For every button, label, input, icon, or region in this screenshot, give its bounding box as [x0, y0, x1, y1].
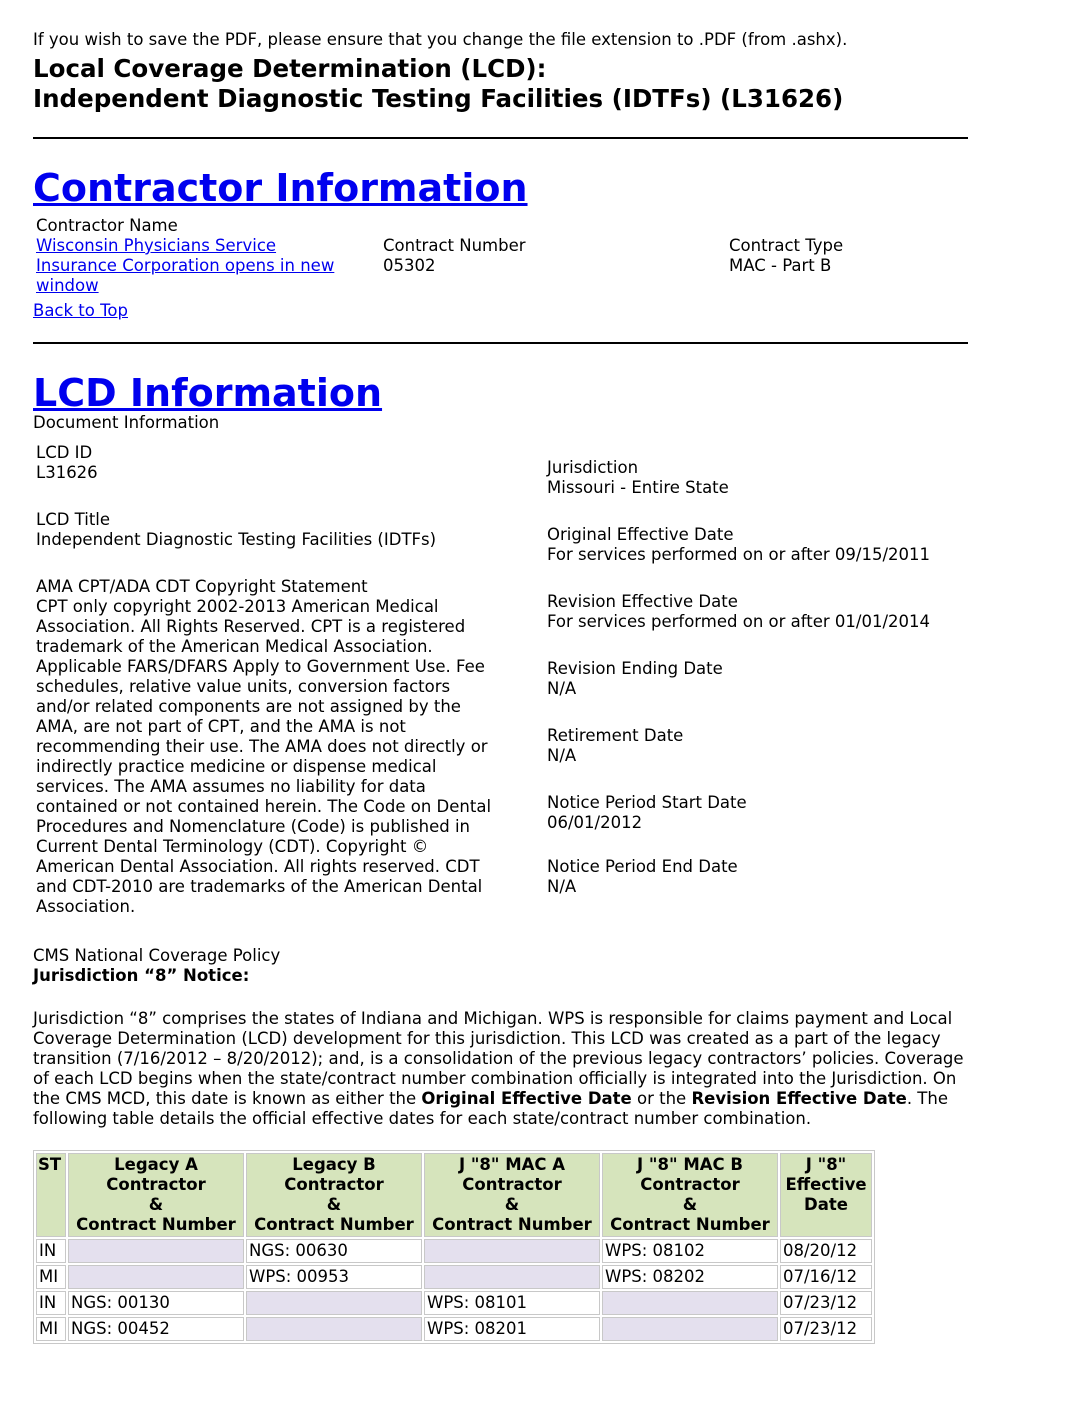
header-line: Legacy B — [292, 1155, 376, 1174]
revision-effective-date-label: Revision Effective Date — [547, 592, 738, 611]
header-line: Contractor — [284, 1175, 384, 1194]
column-header-legacy-b — [246, 1153, 422, 1237]
copyright-line: and CDT-2010 are trademarks of the American Dental — [36, 877, 483, 896]
table-cell: IN — [36, 1239, 66, 1263]
lcd-id-value: L31626 — [36, 463, 98, 482]
text-span: or the — [631, 1089, 692, 1108]
divider — [33, 342, 968, 344]
text-span: . The — [906, 1089, 948, 1108]
table-cell: MI — [36, 1265, 66, 1289]
paragraph-line: Jurisdiction “8” comprises the states of Indiana and Michigan. WPS is responsible for claims payment and Local — [33, 1009, 953, 1028]
header-line: & — [148, 1195, 164, 1214]
revision-ending-date-label: Revision Ending Date — [547, 659, 723, 678]
table-cell: WPS: 08102 — [602, 1239, 778, 1263]
table-cell — [246, 1317, 422, 1341]
table-row — [36, 1265, 872, 1289]
document-page — [33, 30, 968, 1338]
copyright-line: contained or not contained herein. The Code on Dental — [36, 797, 492, 816]
table-cell: NGS: 00130 — [68, 1291, 244, 1315]
column-header-st — [36, 1153, 66, 1237]
contractor-information-heading[interactable]: Contractor Information — [33, 166, 528, 210]
copyright-line: trademark of the American Medical Association. — [36, 637, 433, 656]
copyright-line: services. The AMA assumes no liability for data — [36, 777, 426, 796]
paragraph-line: of each LCD begins when the state/contract number combination officially is integrated into the Jurisdiction. On — [33, 1069, 957, 1088]
header-line: Legacy A — [114, 1155, 198, 1174]
original-effective-date-value: For services performed on or after 09/15/2011 — [547, 545, 931, 564]
table-cell: 07/16/12 — [780, 1265, 872, 1289]
header-line: & — [326, 1195, 342, 1214]
header-line: Contractor — [462, 1175, 562, 1194]
table-cell — [424, 1265, 600, 1289]
copyright-line: CPT only copyright 2002-2013 American Medical — [36, 597, 439, 616]
cms-national-coverage-policy-label: CMS National Coverage Policy — [33, 946, 281, 965]
lcd-id-label: LCD ID — [36, 443, 93, 462]
jurisdiction-label: Jurisdiction — [547, 458, 639, 477]
notice-period-start-value: 06/01/2012 — [547, 813, 643, 832]
copyright-label: AMA CPT/ADA CDT Copyright Statement — [36, 577, 368, 596]
copyright-line: Current Dental Terminology (CDT). Copyright © — [36, 837, 429, 856]
header-line: Contract Number — [76, 1215, 236, 1234]
copyright-line: AMA, are not part of CPT, and the AMA is not — [36, 717, 406, 736]
table-cell — [68, 1265, 244, 1289]
document-title-line-2: Independent Diagnostic Testing Facilities (IDTFs) (L31626) — [33, 84, 844, 113]
copyright-line: Procedures and Nomenclature (Code) is published in — [36, 817, 470, 836]
copyright-line: and/or related components are not assigned by the — [36, 697, 461, 716]
contractor-name-link-line-2[interactable]: Insurance Corporation opens in new — [36, 256, 335, 275]
retirement-date-label: Retirement Date — [547, 726, 684, 745]
lcd-information-heading[interactable]: LCD Information — [33, 371, 383, 415]
contract-number-value: 05302 — [383, 256, 436, 275]
header-line: Contract Number — [610, 1215, 770, 1234]
bold-text: Revision Effective Date — [691, 1089, 907, 1108]
header-line: Effective — [785, 1175, 867, 1194]
header-line: Contractor — [106, 1175, 206, 1194]
revision-ending-date-value: N/A — [547, 679, 577, 698]
header-line: J "8" MAC A — [458, 1155, 566, 1174]
contract-number-label: Contract Number — [383, 236, 526, 255]
contractor-name-link[interactable] — [36, 236, 376, 296]
table-cell — [424, 1239, 600, 1263]
notice-period-end-value: N/A — [547, 877, 577, 896]
bold-text: Original Effective Date — [421, 1089, 632, 1108]
copyright-line: indirectly practice medicine or dispense medical — [36, 757, 437, 776]
table-row — [36, 1239, 872, 1263]
retirement-date-value: N/A — [547, 746, 577, 765]
table-cell: MI — [36, 1317, 66, 1341]
original-effective-date-label: Original Effective Date — [547, 525, 734, 544]
jurisdiction-notice-paragraph — [33, 1009, 1063, 1129]
column-header-effective-date — [780, 1153, 872, 1237]
table-cell — [246, 1291, 422, 1315]
column-header-mac-b — [602, 1153, 778, 1237]
table-cell: WPS: 08101 — [424, 1291, 600, 1315]
save-note: If you wish to save the PDF, please ensure that you change the file extension to .PDF (from .ashx). — [33, 30, 848, 49]
table-row — [36, 1317, 872, 1341]
column-header-mac-a — [424, 1153, 600, 1237]
jurisdiction-value: Missouri - Entire State — [547, 478, 729, 497]
header-line: Contract Number — [432, 1215, 592, 1234]
contractor-name-link-line-3[interactable]: window — [36, 276, 99, 295]
copyright-line: American Dental Association. All rights reserved. CDT — [36, 857, 480, 876]
contract-type-label: Contract Type — [729, 236, 844, 255]
table-row — [36, 1291, 872, 1315]
header-line: Contractor — [640, 1175, 740, 1194]
revision-effective-date-value: For services performed on or after 01/01/2014 — [547, 612, 931, 631]
header-line: & — [682, 1195, 698, 1214]
back-to-top-link[interactable]: Back to Top — [33, 301, 128, 320]
table-cell — [68, 1239, 244, 1263]
text-span: the CMS MCD, this date is known as either the — [33, 1089, 422, 1108]
column-header-legacy-a — [68, 1153, 244, 1237]
lcd-title-value: Independent Diagnostic Testing Facilities (IDTFs) — [36, 530, 437, 549]
table-header-row — [36, 1153, 872, 1237]
notice-period-end-label: Notice Period End Date — [547, 857, 738, 876]
table-cell: 07/23/12 — [780, 1291, 872, 1315]
paragraph-line: Coverage Determination (LCD) development for this jurisdiction. This LCD was created as a part of the legacy — [33, 1029, 941, 1048]
divider — [33, 137, 968, 139]
paragraph-line: following table details the official effective dates for each state/contract number combination. — [33, 1109, 812, 1128]
header-line: Contract Number — [254, 1215, 414, 1234]
table-cell — [602, 1317, 778, 1341]
document-title — [33, 54, 968, 114]
table-cell: NGS: 00630 — [246, 1239, 422, 1263]
table-cell — [602, 1291, 778, 1315]
copyright-line: schedules, relative value units, conversion factors — [36, 677, 451, 696]
table-cell: IN — [36, 1291, 66, 1315]
copyright-line: Applicable FARS/DFARS Apply to Government Use. Fee — [36, 657, 485, 676]
paragraph-line — [33, 1089, 1063, 1109]
contractor-name-label: Contractor Name — [36, 216, 178, 235]
table-cell: WPS: 08202 — [602, 1265, 778, 1289]
header-line: ST — [38, 1155, 62, 1174]
contractor-name-link-line-1[interactable]: Wisconsin Physicians Service — [36, 236, 277, 255]
jurisdiction-notice-heading: Jurisdiction “8” Notice: — [33, 966, 250, 985]
header-line: J "8" — [805, 1155, 847, 1174]
document-information-label: Document Information — [33, 413, 220, 432]
effective-dates-table — [33, 1150, 875, 1344]
contract-type-value: MAC - Part B — [729, 256, 832, 275]
lcd-title-label: LCD Title — [36, 510, 111, 529]
table-cell: 08/20/12 — [780, 1239, 872, 1263]
copyright-line: Association. All Rights Reserved. CPT is a registered — [36, 617, 466, 636]
header-line: J "8" MAC B — [637, 1155, 743, 1174]
table-cell: WPS: 08201 — [424, 1317, 600, 1341]
notice-period-start-label: Notice Period Start Date — [547, 793, 747, 812]
document-title-line-1: Local Coverage Determination (LCD): — [33, 54, 547, 83]
table-cell: NGS: 00452 — [68, 1317, 244, 1341]
header-line: & — [504, 1195, 520, 1214]
header-line: Date — [804, 1195, 848, 1214]
table-cell: WPS: 00953 — [246, 1265, 422, 1289]
table-cell: 07/23/12 — [780, 1317, 872, 1341]
copyright-line: Association. — [36, 897, 136, 916]
paragraph-line: transition (7/16/2012 – 8/20/2012); and, is a consolidation of the previous legacy contractors’ policies. Coverage — [33, 1049, 964, 1068]
copyright-line: recommending their use. The AMA does not directly or — [36, 737, 488, 756]
